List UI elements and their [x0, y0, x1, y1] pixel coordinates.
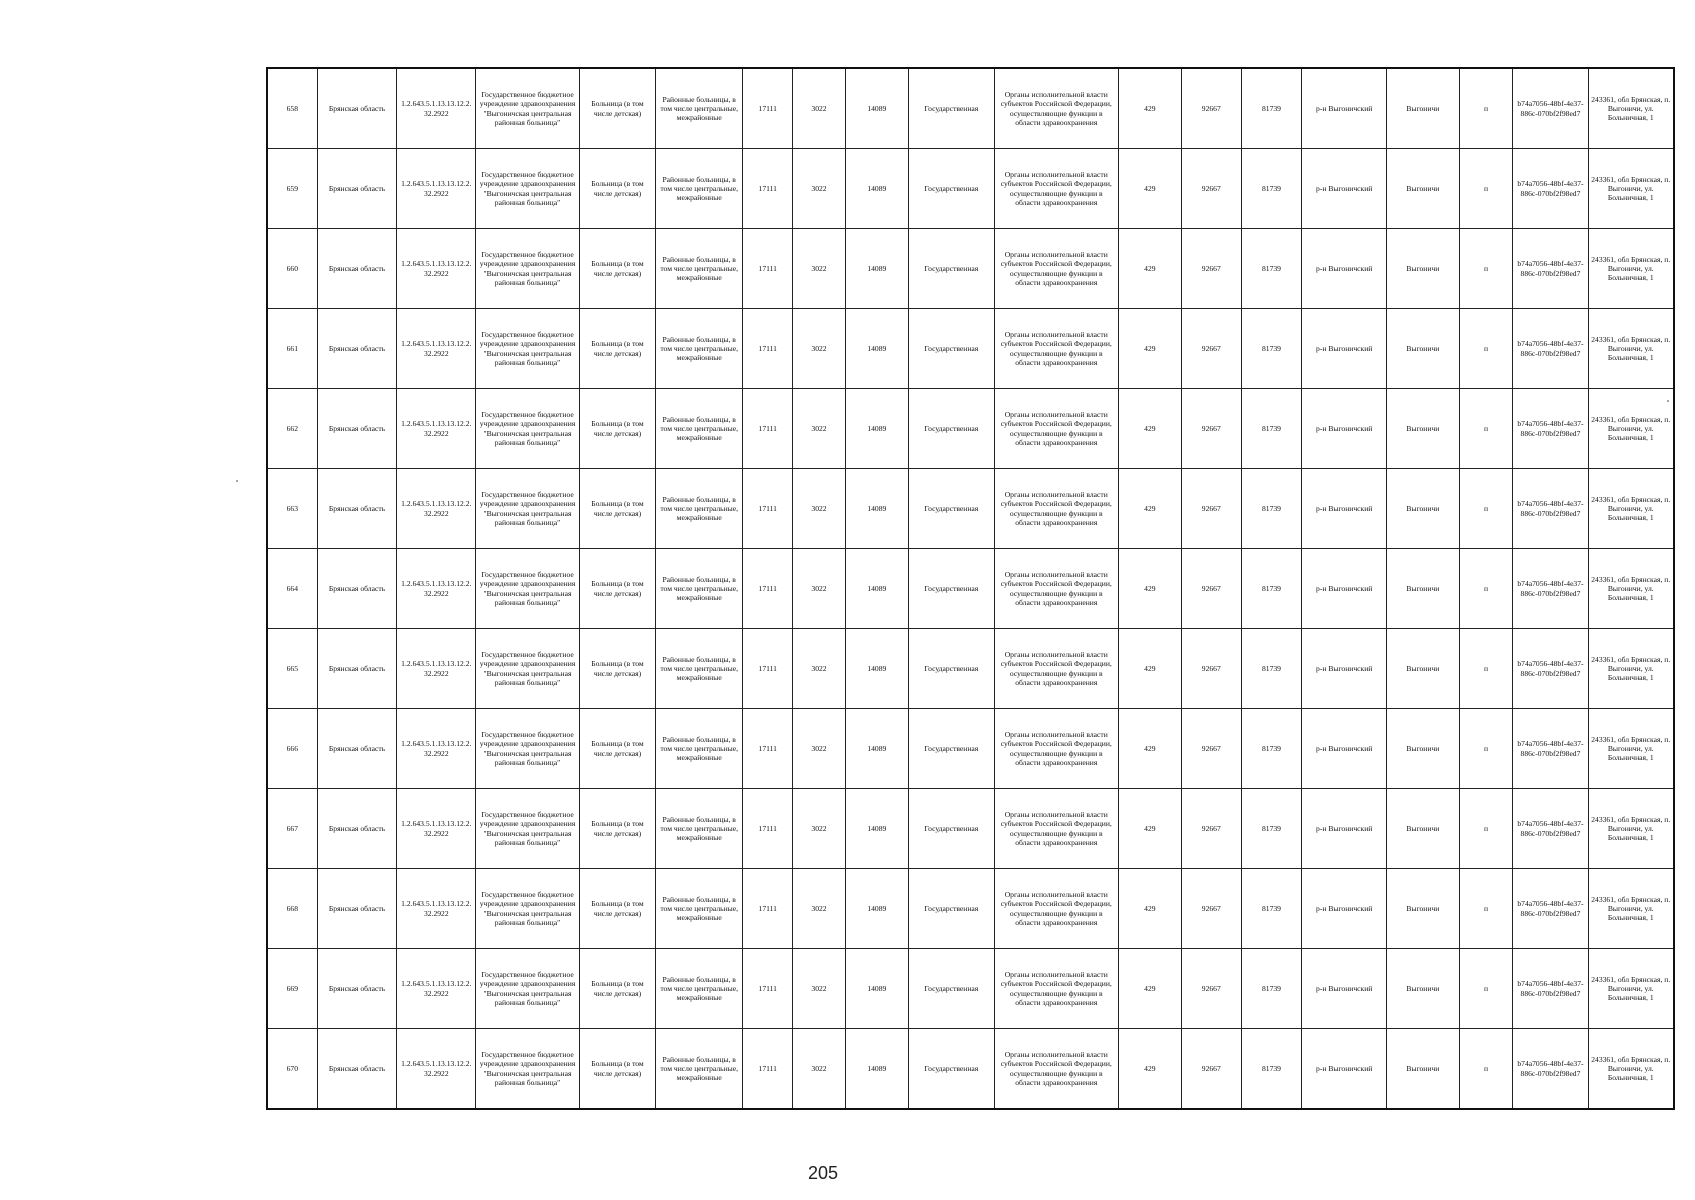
guid-cell: b74a7056-48bf-4e37-886c-070bf2f98ed7 [1513, 549, 1588, 629]
code-cell: 3022 [793, 1029, 845, 1110]
guid-cell: b74a7056-48bf-4e37-886c-070bf2f98ed7 [1513, 229, 1588, 309]
code-cell: 81739 [1241, 709, 1302, 789]
code-cell: 17111 [743, 68, 793, 149]
code-cell: 92667 [1181, 229, 1241, 309]
authority-cell: Органы исполнительной власти субъектов Российской Федерации, осуществляющие функции в области здравоохранения [994, 149, 1118, 229]
code-cell: 14089 [845, 949, 908, 1029]
oid-cell: 1.2.643.5.1.13.13.12.2.32.2922 [397, 549, 476, 629]
locality-cell: Выгоничи [1387, 68, 1460, 149]
organization-name-cell: Государственное бюджетное учреждение здравоохранения "Выгоничская центральная районная больница" [476, 229, 580, 309]
code-cell: 429 [1118, 229, 1181, 309]
code-cell: 17111 [743, 389, 793, 469]
guid-cell: b74a7056-48bf-4e37-886c-070bf2f98ed7 [1513, 869, 1588, 949]
code-cell: 3022 [793, 389, 845, 469]
code-cell: 429 [1118, 309, 1181, 389]
region-cell: Брянская область [317, 789, 397, 869]
code-cell: 3022 [793, 68, 845, 149]
code-cell: 92667 [1181, 389, 1241, 469]
facility-subtype-cell: Районные больницы, в том числе центральные, межрайонные [656, 309, 743, 389]
code-cell: 14089 [845, 389, 908, 469]
district-cell: р-н Выгоничский [1302, 549, 1387, 629]
code-cell: 14089 [845, 309, 908, 389]
facility-type-cell: Больница (в том числе детская) [579, 149, 655, 229]
ownership-cell: Государственная [908, 709, 994, 789]
oid-cell: 1.2.643.5.1.13.13.12.2.32.2922 [397, 869, 476, 949]
code-cell: 17111 [743, 309, 793, 389]
code-cell: 3022 [793, 229, 845, 309]
code-cell: 14089 [845, 789, 908, 869]
locality-cell: Выгоничи [1387, 149, 1460, 229]
district-cell: р-н Выгоничский [1302, 949, 1387, 1029]
locality-type-cell: п [1459, 68, 1513, 149]
code-cell: 81739 [1241, 1029, 1302, 1110]
code-cell: 3022 [793, 789, 845, 869]
code-cell: 92667 [1181, 789, 1241, 869]
table-row [267, 789, 1674, 869]
code-cell: 3022 [793, 469, 845, 549]
organization-name-cell: Государственное бюджетное учреждение здравоохранения "Выгоничская центральная районная больница" [476, 389, 580, 469]
facility-subtype-cell: Районные больницы, в том числе центральные, межрайонные [656, 1029, 743, 1110]
code-cell: 429 [1118, 949, 1181, 1029]
code-cell: 92667 [1181, 469, 1241, 549]
facility-subtype-cell: Районные больницы, в том числе центральные, межрайонные [656, 149, 743, 229]
code-cell: 92667 [1181, 549, 1241, 629]
registry-sheet [266, 67, 1675, 1110]
facility-subtype-cell: Районные больницы, в том числе центральные, межрайонные [656, 629, 743, 709]
district-cell: р-н Выгоничский [1302, 68, 1387, 149]
region-cell: Брянская область [317, 709, 397, 789]
table-row [267, 149, 1674, 229]
code-cell: 17111 [743, 149, 793, 229]
table-row [267, 629, 1674, 709]
organization-name-cell: Государственное бюджетное учреждение здравоохранения "Выгоничская центральная районная больница" [476, 789, 580, 869]
code-cell: 81739 [1241, 309, 1302, 389]
code-cell: 429 [1118, 869, 1181, 949]
authority-cell: Органы исполнительной власти субъектов Российской Федерации, осуществляющие функции в области здравоохранения [994, 629, 1118, 709]
row-number-cell: 667 [267, 789, 317, 869]
address-cell: 243361, обл Брянская, п. Выгоничи, ул. Больничная, 1 [1588, 629, 1674, 709]
facility-subtype-cell: Районные больницы, в том числе центральные, межрайонные [656, 709, 743, 789]
organization-name-cell: Государственное бюджетное учреждение здравоохранения "Выгоничская центральная районная больница" [476, 309, 580, 389]
address-cell: 243361, обл Брянская, п. Выгоничи, ул. Больничная, 1 [1588, 709, 1674, 789]
locality-type-cell: п [1459, 309, 1513, 389]
table-row [267, 709, 1674, 789]
locality-type-cell: п [1459, 629, 1513, 709]
authority-cell: Органы исполнительной власти субъектов Российской Федерации, осуществляющие функции в области здравоохранения [994, 869, 1118, 949]
page-number: 205 [808, 1163, 839, 1183]
registry-table [266, 67, 1675, 1110]
guid-cell: b74a7056-48bf-4e37-886c-070bf2f98ed7 [1513, 629, 1588, 709]
facility-type-cell: Больница (в том числе детская) [579, 469, 655, 549]
code-cell: 3022 [793, 309, 845, 389]
oid-cell: 1.2.643.5.1.13.13.12.2.32.2922 [397, 309, 476, 389]
code-cell: 3022 [793, 949, 845, 1029]
code-cell: 429 [1118, 68, 1181, 149]
guid-cell: b74a7056-48bf-4e37-886c-070bf2f98ed7 [1513, 949, 1588, 1029]
code-cell: 14089 [845, 229, 908, 309]
guid-cell: b74a7056-48bf-4e37-886c-070bf2f98ed7 [1513, 149, 1588, 229]
table-row [267, 309, 1674, 389]
oid-cell: 1.2.643.5.1.13.13.12.2.32.2922 [397, 469, 476, 549]
code-cell: 92667 [1181, 149, 1241, 229]
locality-type-cell: п [1459, 1029, 1513, 1110]
facility-type-cell: Больница (в том числе детская) [579, 389, 655, 469]
row-number-cell: 660 [267, 229, 317, 309]
ownership-cell: Государственная [908, 68, 994, 149]
address-cell: 243361, обл Брянская, п. Выгоничи, ул. Больничная, 1 [1588, 549, 1674, 629]
code-cell: 92667 [1181, 1029, 1241, 1110]
code-cell: 17111 [743, 709, 793, 789]
row-number-cell: 661 [267, 309, 317, 389]
region-cell: Брянская область [317, 149, 397, 229]
guid-cell: b74a7056-48bf-4e37-886c-070bf2f98ed7 [1513, 68, 1588, 149]
authority-cell: Органы исполнительной власти субъектов Российской Федерации, осуществляющие функции в области здравоохранения [994, 68, 1118, 149]
ownership-cell: Государственная [908, 1029, 994, 1110]
address-cell: 243361, обл Брянская, п. Выгоничи, ул. Больничная, 1 [1588, 309, 1674, 389]
facility-subtype-cell: Районные больницы, в том числе центральные, межрайонные [656, 389, 743, 469]
row-number-cell: 663 [267, 469, 317, 549]
oid-cell: 1.2.643.5.1.13.13.12.2.32.2922 [397, 149, 476, 229]
facility-type-cell: Больница (в том числе детская) [579, 229, 655, 309]
row-number-cell: 664 [267, 549, 317, 629]
ownership-cell: Государственная [908, 949, 994, 1029]
district-cell: р-н Выгоничский [1302, 629, 1387, 709]
code-cell: 17111 [743, 229, 793, 309]
guid-cell: b74a7056-48bf-4e37-886c-070bf2f98ed7 [1513, 309, 1588, 389]
ownership-cell: Государственная [908, 869, 994, 949]
locality-cell: Выгоничи [1387, 1029, 1460, 1110]
organization-name-cell: Государственное бюджетное учреждение здравоохранения "Выгоничская центральная районная больница" [476, 149, 580, 229]
code-cell: 429 [1118, 789, 1181, 869]
facility-type-cell: Больница (в том числе детская) [579, 789, 655, 869]
code-cell: 92667 [1181, 309, 1241, 389]
facility-subtype-cell: Районные больницы, в том числе центральные, межрайонные [656, 469, 743, 549]
table-row [267, 389, 1674, 469]
locality-type-cell: п [1459, 229, 1513, 309]
ownership-cell: Государственная [908, 549, 994, 629]
row-number-cell: 669 [267, 949, 317, 1029]
code-cell: 429 [1118, 469, 1181, 549]
code-cell: 429 [1118, 549, 1181, 629]
address-cell: 243361, обл Брянская, п. Выгоничи, ул. Больничная, 1 [1588, 1029, 1674, 1110]
locality-type-cell: п [1459, 549, 1513, 629]
organization-name-cell: Государственное бюджетное учреждение здравоохранения "Выгоничская центральная районная больница" [476, 629, 580, 709]
facility-type-cell: Больница (в том числе детская) [579, 309, 655, 389]
code-cell: 14089 [845, 549, 908, 629]
region-cell: Брянская область [317, 949, 397, 1029]
region-cell: Брянская область [317, 68, 397, 149]
code-cell: 17111 [743, 549, 793, 629]
code-cell: 81739 [1241, 229, 1302, 309]
address-cell: 243361, обл Брянская, п. Выгоничи, ул. Больничная, 1 [1588, 149, 1674, 229]
address-cell: 243361, обл Брянская, п. Выгоничи, ул. Больничная, 1 [1588, 469, 1674, 549]
facility-subtype-cell: Районные больницы, в том числе центральные, межрайонные [656, 68, 743, 149]
oid-cell: 1.2.643.5.1.13.13.12.2.32.2922 [397, 1029, 476, 1110]
code-cell: 14089 [845, 869, 908, 949]
oid-cell: 1.2.643.5.1.13.13.12.2.32.2922 [397, 709, 476, 789]
code-cell: 17111 [743, 469, 793, 549]
code-cell: 429 [1118, 1029, 1181, 1110]
locality-cell: Выгоничи [1387, 549, 1460, 629]
address-cell: 243361, обл Брянская, п. Выгоничи, ул. Больничная, 1 [1588, 869, 1674, 949]
region-cell: Брянская область [317, 629, 397, 709]
table-row [267, 549, 1674, 629]
code-cell: 14089 [845, 149, 908, 229]
table-body [267, 68, 1674, 1109]
authority-cell: Органы исполнительной власти субъектов Российской Федерации, осуществляющие функции в области здравоохранения [994, 309, 1118, 389]
code-cell: 17111 [743, 949, 793, 1029]
facility-type-cell: Больница (в том числе детская) [579, 949, 655, 1029]
facility-type-cell: Больница (в том числе детская) [579, 629, 655, 709]
locality-cell: Выгоничи [1387, 629, 1460, 709]
locality-type-cell: п [1459, 389, 1513, 469]
ownership-cell: Государственная [908, 629, 994, 709]
oid-cell: 1.2.643.5.1.13.13.12.2.32.2922 [397, 789, 476, 869]
authority-cell: Органы исполнительной власти субъектов Российской Федерации, осуществляющие функции в области здравоохранения [994, 549, 1118, 629]
code-cell: 81739 [1241, 469, 1302, 549]
table-row [267, 869, 1674, 949]
region-cell: Брянская область [317, 229, 397, 309]
district-cell: р-н Выгоничский [1302, 709, 1387, 789]
facility-type-cell: Больница (в том числе детская) [579, 709, 655, 789]
code-cell: 429 [1118, 149, 1181, 229]
facility-type-cell: Больница (в том числе детская) [579, 549, 655, 629]
guid-cell: b74a7056-48bf-4e37-886c-070bf2f98ed7 [1513, 709, 1588, 789]
ownership-cell: Государственная [908, 149, 994, 229]
code-cell: 92667 [1181, 709, 1241, 789]
region-cell: Брянская область [317, 869, 397, 949]
district-cell: р-н Выгоничский [1302, 309, 1387, 389]
code-cell: 17111 [743, 789, 793, 869]
code-cell: 14089 [845, 1029, 908, 1110]
authority-cell: Органы исполнительной власти субъектов Российской Федерации, осуществляющие функции в области здравоохранения [994, 229, 1118, 309]
ownership-cell: Государственная [908, 309, 994, 389]
oid-cell: 1.2.643.5.1.13.13.12.2.32.2922 [397, 229, 476, 309]
row-number-cell: 662 [267, 389, 317, 469]
code-cell: 81739 [1241, 949, 1302, 1029]
locality-type-cell: п [1459, 789, 1513, 869]
table-row [267, 469, 1674, 549]
facility-subtype-cell: Районные больницы, в том числе центральные, межрайонные [656, 949, 743, 1029]
authority-cell: Органы исполнительной власти субъектов Российской Федерации, осуществляющие функции в области здравоохранения [994, 389, 1118, 469]
locality-type-cell: п [1459, 949, 1513, 1029]
code-cell: 81739 [1241, 68, 1302, 149]
code-cell: 17111 [743, 629, 793, 709]
code-cell: 429 [1118, 389, 1181, 469]
table-row [267, 68, 1674, 149]
authority-cell: Органы исполнительной власти субъектов Российской Федерации, осуществляющие функции в области здравоохранения [994, 949, 1118, 1029]
code-cell: 81739 [1241, 789, 1302, 869]
region-cell: Брянская область [317, 1029, 397, 1110]
ownership-cell: Государственная [908, 789, 994, 869]
row-number-cell: 668 [267, 869, 317, 949]
row-number-cell: 670 [267, 1029, 317, 1110]
table-row [267, 949, 1674, 1029]
region-cell: Брянская область [317, 309, 397, 389]
organization-name-cell: Государственное бюджетное учреждение здравоохранения "Выгоничская центральная районная больница" [476, 469, 580, 549]
code-cell: 429 [1118, 629, 1181, 709]
facility-subtype-cell: Районные больницы, в том числе центральные, межрайонные [656, 789, 743, 869]
district-cell: р-н Выгоничский [1302, 869, 1387, 949]
facility-subtype-cell: Районные больницы, в том числе центральные, межрайонные [656, 549, 743, 629]
authority-cell: Органы исполнительной власти субъектов Российской Федерации, осуществляющие функции в области здравоохранения [994, 1029, 1118, 1110]
authority-cell: Органы исполнительной власти субъектов Российской Федерации, осуществляющие функции в области здравоохранения [994, 709, 1118, 789]
code-cell: 81739 [1241, 549, 1302, 629]
row-number-cell: 658 [267, 68, 317, 149]
code-cell: 3022 [793, 149, 845, 229]
district-cell: р-н Выгоничский [1302, 1029, 1387, 1110]
ownership-cell: Государственная [908, 229, 994, 309]
organization-name-cell: Государственное бюджетное учреждение здравоохранения "Выгоничская центральная районная больница" [476, 869, 580, 949]
code-cell: 3022 [793, 709, 845, 789]
oid-cell: 1.2.643.5.1.13.13.12.2.32.2922 [397, 949, 476, 1029]
authority-cell: Органы исполнительной власти субъектов Российской Федерации, осуществляющие функции в области здравоохранения [994, 789, 1118, 869]
facility-subtype-cell: Районные больницы, в том числе центральные, межрайонные [656, 229, 743, 309]
code-cell: 92667 [1181, 629, 1241, 709]
facility-subtype-cell: Районные больницы, в том числе центральные, межрайонные [656, 869, 743, 949]
organization-name-cell: Государственное бюджетное учреждение здравоохранения "Выгоничская центральная районная больница" [476, 949, 580, 1029]
district-cell: р-н Выгоничский [1302, 229, 1387, 309]
locality-type-cell: п [1459, 709, 1513, 789]
table-row [267, 1029, 1674, 1110]
guid-cell: b74a7056-48bf-4e37-886c-070bf2f98ed7 [1513, 389, 1588, 469]
district-cell: р-н Выгоничский [1302, 149, 1387, 229]
code-cell: 3022 [793, 869, 845, 949]
locality-type-cell: п [1459, 869, 1513, 949]
region-cell: Брянская область [317, 469, 397, 549]
locality-cell: Выгоничи [1387, 709, 1460, 789]
table-row [267, 229, 1674, 309]
code-cell: 17111 [743, 869, 793, 949]
organization-name-cell: Государственное бюджетное учреждение здравоохранения "Выгоничская центральная районная больница" [476, 709, 580, 789]
district-cell: р-н Выгоничский [1302, 389, 1387, 469]
locality-type-cell: п [1459, 149, 1513, 229]
row-number-cell: 665 [267, 629, 317, 709]
locality-cell: Выгоничи [1387, 389, 1460, 469]
code-cell: 81739 [1241, 149, 1302, 229]
ownership-cell: Государственная [908, 469, 994, 549]
code-cell: 3022 [793, 549, 845, 629]
authority-cell: Органы исполнительной власти субъектов Российской Федерации, осуществляющие функции в области здравоохранения [994, 469, 1118, 549]
organization-name-cell: Государственное бюджетное учреждение здравоохранения "Выгоничская центральная районная больница" [476, 1029, 580, 1110]
code-cell: 17111 [743, 1029, 793, 1110]
locality-cell: Выгоничи [1387, 949, 1460, 1029]
address-cell: 243361, обл Брянская, п. Выгоничи, ул. Больничная, 1 [1588, 389, 1674, 469]
guid-cell: b74a7056-48bf-4e37-886c-070bf2f98ed7 [1513, 469, 1588, 549]
facility-type-cell: Больница (в том числе детская) [579, 869, 655, 949]
code-cell: 92667 [1181, 869, 1241, 949]
district-cell: р-н Выгоничский [1302, 469, 1387, 549]
address-cell: 243361, обл Брянская, п. Выгоничи, ул. Больничная, 1 [1588, 949, 1674, 1029]
organization-name-cell: Государственное бюджетное учреждение здравоохранения "Выгоничская центральная районная больница" [476, 549, 580, 629]
code-cell: 81739 [1241, 629, 1302, 709]
facility-type-cell: Больница (в том числе детская) [579, 1029, 655, 1110]
code-cell: 14089 [845, 709, 908, 789]
code-cell: 81739 [1241, 389, 1302, 469]
ownership-cell: Государственная [908, 389, 994, 469]
code-cell: 92667 [1181, 68, 1241, 149]
organization-name-cell: Государственное бюджетное учреждение здравоохранения "Выгоничская центральная районная больница" [476, 68, 580, 149]
code-cell: 14089 [845, 469, 908, 549]
locality-type-cell: п [1459, 469, 1513, 549]
locality-cell: Выгоничи [1387, 869, 1460, 949]
district-cell: р-н Выгоничский [1302, 789, 1387, 869]
address-cell: 243361, обл Брянская, п. Выгоничи, ул. Больничная, 1 [1588, 229, 1674, 309]
row-number-cell: 659 [267, 149, 317, 229]
code-cell: 429 [1118, 709, 1181, 789]
code-cell: 3022 [793, 629, 845, 709]
locality-cell: Выгоничи [1387, 789, 1460, 869]
locality-cell: Выгоничи [1387, 309, 1460, 389]
oid-cell: 1.2.643.5.1.13.13.12.2.32.2922 [397, 68, 476, 149]
row-number-cell: 666 [267, 709, 317, 789]
address-cell: 243361, обл Брянская, п. Выгоничи, ул. Больничная, 1 [1588, 68, 1674, 149]
region-cell: Брянская область [317, 389, 397, 469]
locality-cell: Выгоничи [1387, 229, 1460, 309]
oid-cell: 1.2.643.5.1.13.13.12.2.32.2922 [397, 389, 476, 469]
code-cell: 14089 [845, 68, 908, 149]
code-cell: 92667 [1181, 949, 1241, 1029]
oid-cell: 1.2.643.5.1.13.13.12.2.32.2922 [397, 629, 476, 709]
address-cell: 243361, обл Брянская, п. Выгоничи, ул. Больничная, 1 [1588, 789, 1674, 869]
locality-cell: Выгоничи [1387, 469, 1460, 549]
guid-cell: b74a7056-48bf-4e37-886c-070bf2f98ed7 [1513, 789, 1588, 869]
guid-cell: b74a7056-48bf-4e37-886c-070bf2f98ed7 [1513, 1029, 1588, 1110]
scan-speck [236, 480, 238, 482]
facility-type-cell: Больница (в том числе детская) [579, 68, 655, 149]
scan-speck [1667, 400, 1669, 402]
region-cell: Брянская область [317, 549, 397, 629]
code-cell: 81739 [1241, 869, 1302, 949]
code-cell: 14089 [845, 629, 908, 709]
